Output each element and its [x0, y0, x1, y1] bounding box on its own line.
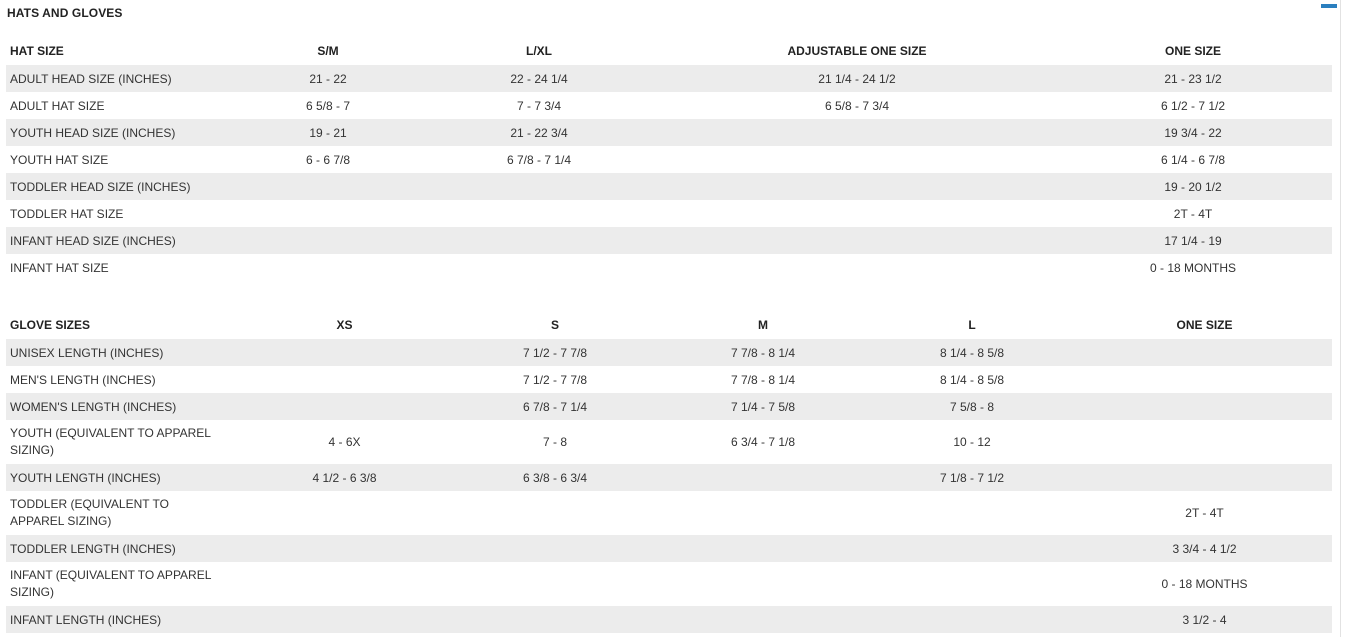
glove-col-header: M [758, 318, 768, 332]
size-cell [659, 606, 867, 633]
hat-col-header: ADJUSTABLE ONE SIZE [787, 44, 927, 58]
table-row [6, 173, 1332, 200]
size-cell: 0 - 18 MONTHS [1161, 576, 1248, 591]
size-cell: 7 1/4 - 7 5/8 [659, 393, 867, 420]
row-label: INFANT HAT SIZE [10, 260, 109, 275]
table-row [6, 146, 1332, 173]
size-cell [418, 227, 660, 254]
size-cell: 21 - 23 1/2 [1054, 65, 1332, 92]
size-cell [1077, 366, 1332, 393]
size-cell: 17 1/4 - 19 [1054, 227, 1332, 254]
size-cell: 7 1/2 - 7 7/8 [451, 339, 659, 366]
size-cell: 7 1/2 - 7 7/8 [522, 372, 588, 387]
size-cell: 8 1/4 - 8 5/8 [867, 339, 1077, 366]
size-cell [238, 227, 418, 254]
size-cell: 6 1/2 - 7 1/2 [1160, 98, 1226, 113]
size-cell: 2T - 4T [1185, 505, 1224, 520]
size-cell [659, 464, 867, 491]
glove-col-header: S [550, 318, 559, 332]
size-cell: 8 1/4 - 8 5/8 [939, 372, 1005, 387]
size-cell [418, 254, 660, 281]
row-label: YOUTH HEAD SIZE (INCHES) [6, 119, 238, 146]
size-cell: 4 - 6X [328, 434, 361, 449]
row-label: TODDLER LENGTH (INCHES) [6, 535, 238, 562]
size-cell [418, 173, 660, 200]
size-cell: 4 1/2 - 6 3/8 [238, 464, 451, 491]
row-label [6, 491, 238, 535]
glove-col-header: ONE SIZE [1176, 318, 1233, 332]
size-cell: 6 1/4 - 6 7/8 [1160, 152, 1226, 167]
size-cell [867, 606, 1077, 633]
glove-col-header: GLOVE SIZES [10, 318, 91, 332]
collapse-icon[interactable] [1321, 4, 1337, 8]
size-cell: 21 - 22 [238, 65, 418, 92]
row-label: ADULT HAT SIZE [10, 98, 105, 113]
row-label: INFANT LENGTH (INCHES) [6, 606, 238, 633]
size-cell [1077, 464, 1332, 491]
row-label: WOMEN'S LENGTH (INCHES) [6, 393, 238, 420]
table-row [6, 119, 1332, 146]
hat-col-header: L/XL [526, 44, 552, 58]
glove-col-header: L [968, 318, 976, 332]
size-cell [660, 227, 1054, 254]
size-cell: 6 - 6 7/8 [305, 152, 351, 167]
table-row [6, 339, 1332, 366]
size-cell [867, 535, 1077, 562]
glove-header-row [6, 311, 1332, 339]
size-cell: 22 - 24 1/4 [418, 65, 660, 92]
row-label-text: YOUTH (EQUIVALENT TO APPAREL SIZING) [10, 426, 211, 457]
size-cell [451, 606, 659, 633]
size-cell [660, 200, 1054, 227]
size-cell [238, 200, 418, 227]
size-cell: 19 3/4 - 22 [1054, 119, 1332, 146]
hat-col-header: ONE SIZE [1164, 44, 1221, 58]
size-cell [238, 606, 451, 633]
size-cell [1077, 393, 1332, 420]
size-cell: 0 - 18 MONTHS [1149, 260, 1236, 275]
row-label: INFANT HEAD SIZE (INCHES) [6, 227, 238, 254]
table-row [6, 366, 1332, 393]
size-cell [238, 491, 451, 535]
size-cell [238, 366, 451, 393]
size-cell [451, 535, 659, 562]
size-cell [451, 491, 659, 535]
table-row [6, 92, 1332, 119]
size-cell [238, 535, 451, 562]
size-cell: 7 - 8 [542, 434, 567, 449]
table-row [6, 491, 1332, 535]
size-cell: 6 5/8 - 7 3/4 [824, 98, 890, 113]
hat-col-header: HAT SIZE [10, 44, 64, 58]
size-cell [238, 254, 418, 281]
row-label: YOUTH HAT SIZE [10, 152, 109, 167]
size-cell [660, 173, 1054, 200]
hat-size-table [6, 37, 1332, 281]
size-cell [418, 200, 660, 227]
size-cell: 7 - 7 3/4 [516, 98, 562, 113]
size-cell: 21 - 22 3/4 [418, 119, 660, 146]
size-cell [1077, 420, 1332, 464]
size-cell: 19 - 21 [238, 119, 418, 146]
hat-col-header: S/M [317, 44, 339, 58]
table-row [6, 562, 1332, 606]
size-cell [451, 562, 659, 606]
size-cell: 6 7/8 - 7 1/4 [451, 393, 659, 420]
size-cell [238, 562, 451, 606]
size-cell: 7 7/8 - 8 1/4 [730, 372, 796, 387]
row-label: TODDLER HAT SIZE [10, 206, 124, 221]
size-cell: 6 3/8 - 6 3/4 [451, 464, 659, 491]
table-row [6, 606, 1332, 633]
size-cell [238, 173, 418, 200]
size-cell [659, 562, 867, 606]
row-label: MEN'S LENGTH (INCHES) [10, 372, 156, 387]
size-cell: 2T - 4T [1173, 206, 1213, 221]
size-cell: 7 5/8 - 8 [867, 393, 1077, 420]
size-cell [867, 491, 1077, 535]
size-cell [238, 339, 451, 366]
size-cell: 6 7/8 - 7 1/4 [506, 152, 572, 167]
size-cell: 3 3/4 - 4 1/2 [1077, 535, 1332, 562]
row-label [6, 420, 238, 464]
hat-header-row [6, 37, 1332, 65]
row-label-text: INFANT (EQUIVALENT TO APPAREL SIZING) [10, 568, 211, 599]
size-cell [660, 254, 1054, 281]
table-row [6, 535, 1332, 562]
table-row [6, 227, 1332, 254]
size-cell [660, 146, 1054, 173]
size-cell [659, 535, 867, 562]
size-cell [1077, 339, 1332, 366]
size-cell: 19 - 20 1/2 [1054, 173, 1332, 200]
table-row [6, 420, 1332, 464]
section-title: HATS AND GLOVES [7, 6, 123, 20]
size-cell: 6 3/4 - 7 1/8 [730, 434, 796, 449]
glove-col-header: XS [336, 318, 353, 332]
row-label: UNISEX LENGTH (INCHES) [6, 339, 238, 366]
scroll-edge [1340, 0, 1341, 637]
table-row [6, 200, 1332, 227]
row-label [6, 562, 238, 606]
size-cell [867, 562, 1077, 606]
size-cell: 7 1/8 - 7 1/2 [867, 464, 1077, 491]
row-label-text: TODDLER (EQUIVALENT TO APPAREL SIZING) [10, 497, 169, 528]
row-label: YOUTH LENGTH (INCHES) [6, 464, 238, 491]
size-cell: 6 5/8 - 7 [305, 98, 351, 113]
table-row [6, 393, 1332, 420]
size-cell: 10 - 12 [953, 434, 991, 449]
size-cell [660, 119, 1054, 146]
size-cell [659, 491, 867, 535]
table-row [6, 254, 1332, 281]
table-row [6, 65, 1332, 92]
size-cell: 7 7/8 - 8 1/4 [659, 339, 867, 366]
glove-size-table [6, 311, 1332, 633]
row-label: ADULT HEAD SIZE (INCHES) [6, 65, 238, 92]
size-cell: 3 1/2 - 4 [1077, 606, 1332, 633]
row-label: TODDLER HEAD SIZE (INCHES) [6, 173, 238, 200]
size-cell: 21 1/4 - 24 1/2 [660, 65, 1054, 92]
table-row [6, 464, 1332, 491]
size-cell [238, 393, 451, 420]
